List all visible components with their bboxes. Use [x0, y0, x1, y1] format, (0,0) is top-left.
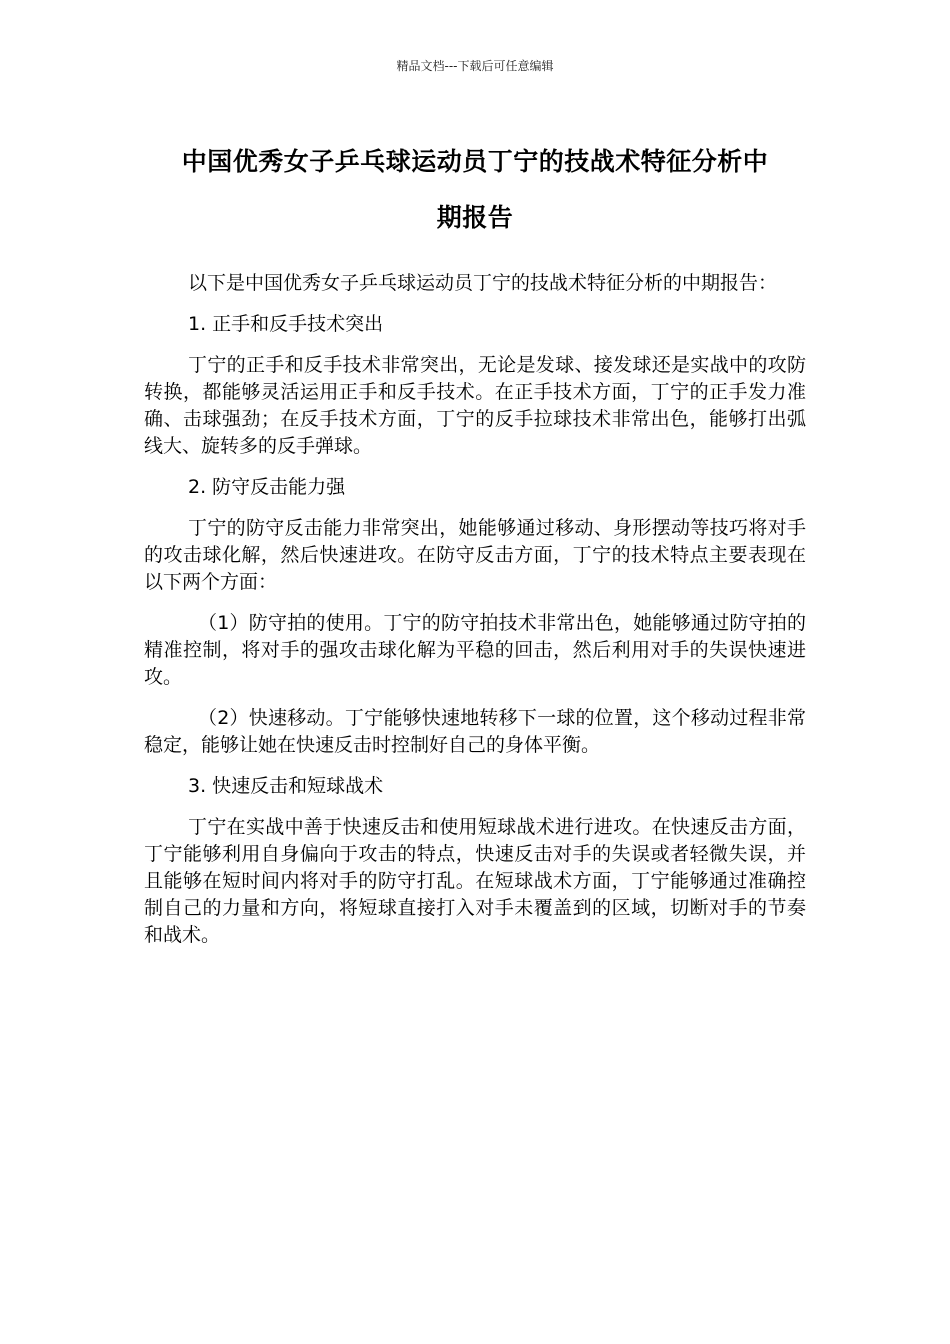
- document-body: [144, 270, 806, 963]
- section-3-paragraph: 丁宁在实战中善于快速反击和使用短球战术进行进攻。在快速反击方面，丁宁能够利用自身偏向于攻击的特点，快速反击对手的失误或者轻微失误，并且能够在短时间内将对手的防守打乱。在短球战术方面，丁宁能够通过准确控制自己的力量和方向，将短球直接打入对手未覆盖到的区域，切断对手的节奏和战术。: [144, 816, 806, 946]
- document-title: [140, 134, 810, 246]
- page-header: 精品文档---下载后可任意编辑: [396, 59, 554, 73]
- title-line-1: 中国优秀女子乒乓球运动员丁宁的技战术特征分析中: [181, 147, 769, 176]
- section-heading-3: 3. 快速反击和短球战术: [188, 775, 384, 797]
- section-heading-2: 2. 防守反击能力强: [188, 476, 346, 498]
- section-2-paragraph: 丁宁的防守反击能力非常突出，她能够通过移动、身形摆动等技巧将对手的攻击球化解，然后快速进攻。在防守反击方面，丁宁的技术特点主要表现在以下两个方面：: [144, 517, 806, 593]
- section-2-point-1: （1）防守拍的使用。丁宁的防守拍技术非常出色，她能够通过防守拍的精准控制，将对手的强攻击球化解为平稳的回击，然后利用对手的失误快速进攻。: [144, 612, 806, 688]
- section-heading-1: 1. 正手和反手技术突出: [188, 313, 384, 335]
- section-2-point-2: （2）快速移动。丁宁能够快速地转移下一球的位置，这个移动过程非常稳定，能够让她在快速反击时控制好自己的身体平衡。: [144, 707, 806, 756]
- intro-paragraph: 以下是中国优秀女子乒乓球运动员丁宁的技战术特征分析的中期报告：: [188, 272, 778, 294]
- section-1-paragraph: 丁宁的正手和反手技术非常突出，无论是发球、接发球还是实战中的攻防转换，都能够灵活运用正手和反手技术。在正手技术方面，丁宁的正手发力准确、击球强劲；在反手技术方面，丁宁的反手拉球技术非常出色，能够打出弧线大、旋转多的反手弹球。: [144, 354, 806, 457]
- title-line-2: 期报告: [436, 203, 514, 232]
